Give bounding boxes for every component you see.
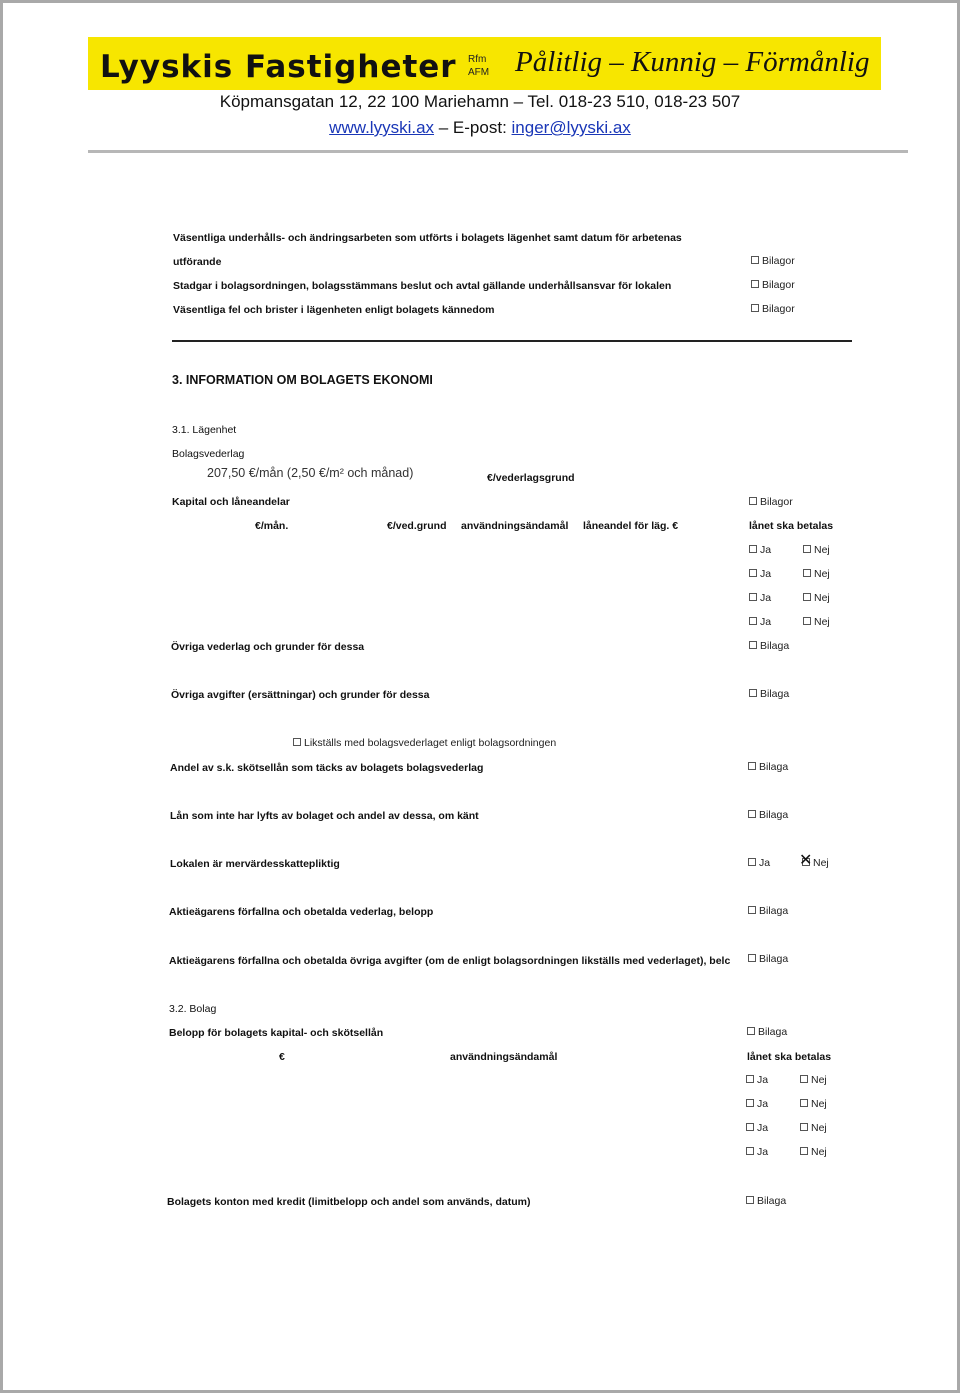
bilaga-label: Bilaga — [759, 809, 789, 821]
section-title: 3. INFORMATION OM BOLAGETS EKONOMI — [172, 373, 433, 387]
maintenance-works-label-cont: utförande — [173, 256, 222, 268]
bilaga-label: Bilaga — [760, 688, 790, 700]
bilagor-checkbox[interactable] — [751, 256, 759, 264]
nej-label: Nej — [811, 1146, 827, 1158]
bilaga-checkbox[interactable] — [746, 1196, 754, 1204]
nej-checkbox[interactable] — [803, 617, 811, 625]
col-per-ved-grund: €/ved.grund — [387, 520, 447, 532]
ja-label: Ja — [757, 1074, 769, 1086]
ja-checkbox[interactable] — [746, 1075, 754, 1083]
nej-label: Nej — [814, 592, 830, 604]
bylaws-label: Stadgar i bolagsordningen, bolagsstämmans beslut och avtal gällande underhållsansvar för lokalen — [173, 280, 672, 292]
ja-checkbox[interactable] — [746, 1123, 754, 1131]
nej-checkbox[interactable] — [800, 1075, 808, 1083]
rfm-label: Rfm — [468, 54, 487, 65]
skotsellan-label: Andel av s.k. skötsellån som täcks av bolagets bolagsvederlag — [170, 762, 484, 774]
col-anvandning-bolag: användningsändamål — [450, 1051, 558, 1063]
ja-label: Ja — [759, 857, 771, 869]
section-divider — [172, 340, 852, 342]
website-link[interactable]: www.lyyski.ax — [329, 118, 435, 137]
nej-checkbox[interactable] — [800, 1147, 808, 1155]
ja-label: Ja — [757, 1122, 769, 1134]
bilaga-label: Bilaga — [760, 640, 790, 652]
kapital-label: Kapital och låneandelar — [172, 496, 290, 508]
likstalls-checkbox[interactable] — [293, 738, 301, 746]
ja-label: Ja — [757, 1146, 769, 1158]
company-logo: Lyyskis Fastigheter — [100, 49, 457, 85]
bilaga-checkbox[interactable] — [748, 954, 756, 962]
ja-label: Ja — [760, 592, 772, 604]
bilaga-checkbox[interactable] — [748, 906, 756, 914]
col-laneandel: låneandel för läg. € — [583, 520, 679, 532]
bilaga-checkbox[interactable] — [748, 762, 756, 770]
col-euro: € — [279, 1051, 285, 1063]
nej-checkbox[interactable] — [803, 545, 811, 553]
ja-label: Ja — [760, 544, 772, 556]
konton-kredit-label: Bolagets konton med kredit (limitbelopp och andel som används, datum) — [167, 1196, 531, 1208]
moms-label: Lokalen är mervärdesskattepliktig — [170, 858, 340, 870]
col-lanet-betalas: lånet ska betalas — [749, 520, 834, 532]
nej-checkbox[interactable] — [803, 569, 811, 577]
forfallna-vederlag-label: Aktieägarens förfallna och obetalda vederlag, belopp — [169, 906, 434, 918]
forfallna-avgifter-label: Aktieägarens förfallna och obetalda övriga avgifter (om de enligt bolagsordningen likställs med vederlaget), belc — [169, 955, 731, 967]
lan-ej-lyfts-label: Lån som inte har lyfts av bolaget och andel av dessa, om känt — [170, 810, 479, 822]
ja-checkbox[interactable] — [749, 545, 757, 553]
subsection-bolag: 3.2. Bolag — [169, 1003, 217, 1015]
likstalls-label: Likställs med bolagsvederlaget enligt bolagsordningen — [304, 737, 557, 749]
nej-checkbox[interactable] — [803, 593, 811, 601]
subsection-lagenhet: 3.1. Lägenhet — [172, 424, 237, 436]
ja-checkbox[interactable] — [749, 617, 757, 625]
bilaga-checkbox[interactable] — [748, 810, 756, 818]
email-prefix: – E-post: — [434, 118, 512, 137]
nej-label: Nej — [814, 568, 830, 580]
bilaga-label: Bilaga — [759, 905, 789, 917]
slogan: Pålitlig – Kunnig – Förmånlig — [515, 46, 870, 78]
bolagsvederlag-label: Bolagsvederlag — [172, 448, 245, 460]
ja-checkbox[interactable] — [746, 1147, 754, 1155]
ovriga-vederlag-label: Övriga vederlag och grunder för dessa — [171, 641, 365, 653]
nej-label: Nej — [811, 1098, 827, 1110]
ja-label: Ja — [760, 568, 772, 580]
vederlag-value: 207,50 €/mån (2,50 €/m² och månad) — [207, 466, 414, 480]
nej-label: Nej — [811, 1074, 827, 1086]
vederlagsgrund-label: €/vederlagsgrund — [487, 472, 575, 484]
contact-line — [0, 118, 960, 138]
bilaga-checkbox[interactable] — [749, 689, 757, 697]
header-divider — [88, 150, 908, 153]
bilaga-label: Bilaga — [759, 953, 789, 965]
ovriga-avgifter-label: Övriga avgifter (ersättningar) och grunder för dessa — [171, 689, 430, 701]
ja-checkbox[interactable] — [746, 1099, 754, 1107]
defects-label: Väsentliga fel och brister i lägenheten enligt bolagets kännedom — [173, 304, 495, 316]
col-anvandning: användningsändamål — [461, 520, 569, 532]
belopp-lan-label: Belopp för bolagets kapital- och skötsellån — [169, 1027, 384, 1039]
nej-label: Nej — [813, 857, 829, 869]
ja-checkbox[interactable] — [749, 593, 757, 601]
rfm-afm-mark — [468, 53, 489, 79]
afm-label: AFM — [468, 67, 490, 78]
bilagor-label: Bilagor — [762, 279, 795, 291]
bilagor-checkbox[interactable] — [751, 280, 759, 288]
ja-checkbox[interactable] — [748, 858, 756, 866]
col-lanet-betalas-bolag: lånet ska betalas — [747, 1051, 832, 1063]
bilaga-checkbox[interactable] — [749, 641, 757, 649]
nej-checkbox[interactable] — [800, 1099, 808, 1107]
check-x-icon: ✕ — [799, 852, 813, 869]
bilaga-label: Bilaga — [759, 761, 789, 773]
bilagor-checkbox[interactable] — [751, 304, 759, 312]
bilagor-checkbox[interactable] — [749, 497, 757, 505]
bilagor-label: Bilagor — [762, 303, 795, 315]
nej-label: Nej — [814, 616, 830, 628]
bilaga-label: Bilaga — [758, 1026, 788, 1038]
nej-checkbox[interactable] — [800, 1123, 808, 1131]
maintenance-works-label: Väsentliga underhålls- och ändringsarbeten som utförts i bolagets lägenhet samt datum för arbetenas — [173, 232, 682, 244]
bilagor-label: Bilagor — [762, 255, 795, 267]
bilaga-checkbox[interactable] — [747, 1027, 755, 1035]
nej-label: Nej — [814, 544, 830, 556]
ja-label: Ja — [760, 616, 772, 628]
bilaga-label: Bilaga — [757, 1195, 787, 1207]
ja-label: Ja — [757, 1098, 769, 1110]
address-line: Köpmansgatan 12, 22 100 Mariehamn – Tel. 018-23 510, 018-23 507 — [219, 92, 741, 111]
email-link[interactable]: inger@lyyski.ax — [511, 118, 631, 137]
ja-checkbox[interactable] — [749, 569, 757, 577]
bilagor-label: Bilagor — [760, 496, 793, 508]
nej-label: Nej — [811, 1122, 827, 1134]
col-per-month: €/mån. — [255, 520, 289, 532]
